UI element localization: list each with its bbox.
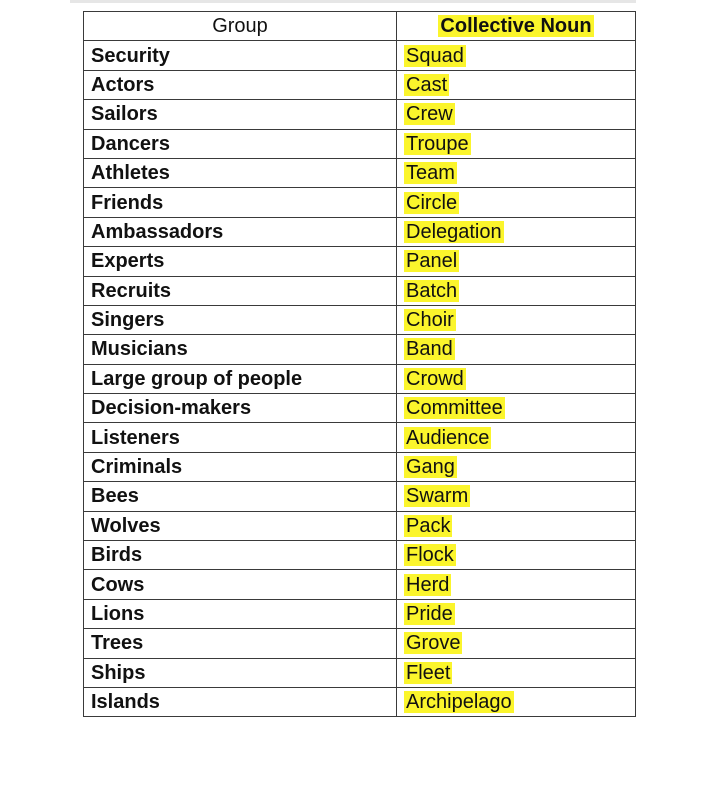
table-row: [84, 335, 636, 364]
collective-noun-label: Swarm: [406, 485, 469, 508]
header-row: [84, 12, 636, 41]
collective-noun-label: Choir: [406, 309, 454, 332]
group-cell: Musicians: [84, 335, 397, 364]
collective-noun-cell: [397, 335, 636, 364]
collective-noun-label: Grove: [406, 632, 461, 655]
group-cell: Bees: [84, 482, 397, 511]
collective-noun-cell: [397, 629, 636, 658]
group-cell: Friends: [84, 188, 397, 217]
table-row: [84, 70, 636, 99]
table-row: [84, 482, 636, 511]
group-cell: Cows: [84, 570, 397, 599]
collective-noun-column-header: [397, 12, 636, 41]
table-row: [84, 452, 636, 481]
collective-nouns-table: [83, 11, 636, 717]
group-cell: Decision-makers: [84, 394, 397, 423]
collective-noun-cell: [397, 129, 636, 158]
collective-noun-cell: [397, 423, 636, 452]
collective-noun-cell: [397, 541, 636, 570]
collective-noun-label: Audience: [406, 426, 490, 449]
group-cell: Actors: [84, 70, 397, 99]
table-row: [84, 364, 636, 393]
table-row: [84, 41, 636, 70]
top-divider: [70, 0, 636, 3]
table-row: [84, 629, 636, 658]
collective-noun-label: Panel: [406, 250, 458, 273]
collective-noun-label: Circle: [406, 191, 458, 214]
group-cell: Birds: [84, 541, 397, 570]
collective-noun-cell: [397, 482, 636, 511]
collective-noun-cell: [397, 658, 636, 687]
collective-noun-label: Crew: [406, 103, 453, 126]
group-column-header: [84, 12, 397, 41]
group-cell: Security: [84, 41, 397, 70]
table-row: [84, 305, 636, 334]
table-row: [84, 100, 636, 129]
collective-noun-cell: [397, 70, 636, 99]
table-row: [84, 158, 636, 187]
table-row: [84, 687, 636, 716]
collective-noun-label: Gang: [406, 456, 455, 479]
group-cell: Wolves: [84, 511, 397, 540]
collective-noun-label: Archipelago: [406, 691, 512, 714]
collective-noun-label: Delegation: [406, 220, 502, 243]
table-row: [84, 423, 636, 452]
collective-noun-label: Fleet: [406, 661, 451, 684]
group-cell: Singers: [84, 305, 397, 334]
collective-noun-label: Troupe: [406, 132, 469, 155]
collective-noun-cell: [397, 364, 636, 393]
collective-noun-label: Committee: [406, 397, 503, 420]
group-cell: Islands: [84, 687, 397, 716]
collective-noun-label: Team: [406, 162, 455, 185]
collective-noun-label: Pack: [406, 514, 451, 537]
table-row: [84, 394, 636, 423]
collective-noun-cell: [397, 41, 636, 70]
group-cell: Recruits: [84, 276, 397, 305]
collective-noun-cell: [397, 100, 636, 129]
group-cell: Dancers: [84, 129, 397, 158]
table-row: [84, 276, 636, 305]
collective-noun-cell: [397, 158, 636, 187]
collective-noun-cell: [397, 305, 636, 334]
collective-noun-cell: [397, 570, 636, 599]
collective-noun-label: Crowd: [406, 367, 464, 390]
table-row: [84, 247, 636, 276]
collective-noun-header-label: Collective Noun: [440, 15, 592, 38]
table-row: [84, 658, 636, 687]
collective-noun-label: Flock: [406, 544, 454, 567]
group-cell: Experts: [84, 247, 397, 276]
group-header-label: Group: [212, 15, 268, 38]
collective-noun-cell: [397, 452, 636, 481]
collective-noun-label: Herd: [406, 573, 450, 596]
collective-noun-cell: [397, 276, 636, 305]
collective-noun-cell: [397, 687, 636, 716]
table-row: [84, 570, 636, 599]
collective-noun-label: Pride: [406, 603, 453, 625]
group-cell: Ambassadors: [84, 217, 397, 246]
group-cell: Criminals: [84, 452, 397, 481]
table-row: [84, 129, 636, 158]
group-cell: Athletes: [84, 158, 397, 187]
collective-noun-label: Band: [406, 338, 453, 361]
group-cell: Ships: [84, 658, 397, 687]
collective-noun-cell: [397, 217, 636, 246]
table-row: [84, 217, 636, 246]
collective-noun-label: Batch: [406, 279, 458, 302]
table-row: [84, 541, 636, 570]
table-row: [84, 599, 636, 628]
group-cell: Listeners: [84, 423, 397, 452]
collective-noun-label: Squad: [406, 44, 464, 67]
group-cell: Sailors: [84, 100, 397, 129]
collective-noun-label: Cast: [406, 73, 448, 96]
group-cell: Trees: [84, 629, 397, 658]
collective-noun-cell: [397, 599, 636, 628]
collective-noun-cell: [397, 247, 636, 276]
table-row: [84, 188, 636, 217]
table-row: [84, 511, 636, 540]
collective-noun-cell: [397, 188, 636, 217]
collective-noun-cell: [397, 511, 636, 540]
collective-noun-cell: [397, 394, 636, 423]
group-cell: Lions: [84, 599, 397, 628]
group-cell: Large group of people: [84, 364, 397, 393]
